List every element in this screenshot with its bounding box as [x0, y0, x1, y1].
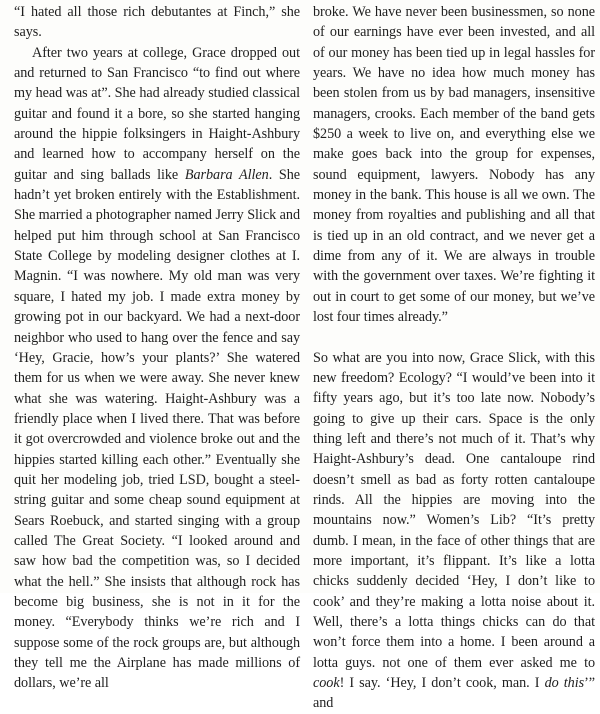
- italic-text: do this: [544, 675, 585, 691]
- paragraph-gap: [313, 328, 595, 348]
- italic-text: cook: [313, 675, 340, 691]
- paragraph: [313, 348, 595, 714]
- text-run: broke. We have never been businessmen, so none of our earnings have ever been invested, and all of our money has been tied up in legal hassles for years. We have no idea how much money has been stolen from us by bad managers, insensitive managers, crooks. Each member of the band gets $250 a week to live on, and everything else we make goes back into the group for expenses, sound equipment, lawyers. Nobody has any money in the bank. This house is all we own. The money from royalties and publishing and all that is tied up in an old contract, and we never get a dime from any of it. We are always in trouble with the government over taxes. We’re fighting it out in court to get some of our money, but we’ve lost four times already.”: [313, 4, 595, 326]
- text-run: After two years at college, Grace dropped out and returned to San Francisco “to find out where my head was at”. She had already studied classical guitar and found it a bore, so she started hanging around the hippie folksingers in Haight-Ashbury and learned how to accompany herself on the guitar and sing ballads like: [14, 44, 300, 183]
- text-run: ’” and: [313, 675, 595, 712]
- text-run: So what are you into now, Grace Slick, with this new freedom? Ecology? “I would’ve been into it fifty years ago, but it’s too late now. Nobody’s going to give up their cars. Space is the only thing left and there’s not much of it. That’s why Haight-Ashbury’s dead. One cantaloupe rind doesn’t smell as bad as forty rotten cantaloupe rinds. All the hippies are moving into the mountains now.” Women’s Lib? “It’s pretty dumb. I mean, in the face of other things that are more important, it’s flippant. It’s like a lotta chicks suddenly decided ‘Hey, I don’t like to cook’ and they’re making a lotta noise about it. Well, there’s a lotta things chicks can do that won’t force them into a home. I been around a lotta guys. not one of them ever asked me to: [313, 349, 595, 671]
- text-run: . She hadn’t yet broken entirely with the Establishment. She married a photographer named Jerry Slick and helped put him through school at San Francisco State College by modeling designer clothes at I. Magnin. “I was nowhere. My old man was very square, I hated my job. I made extra money by growing pot in our backyard. We had a next-door neighbor who used to hang over the fence and say ‘Hey, Gracie, how’s your plants?’ She watered them for us when we were away. She never knew what she was watering. Haight-Ashbury was a friendly place when I lived there. That was before it got overcrowded and violence broke out and the hippies started killing each other.” Eventually she quit her modeling job, tried LSD, bought a steel-string guitar and some cheap sound equipment at Sears Roebuck, and started singing with a group called The Great Society. “I looked around and saw how bad the competition was, so I decided what the hell.” She insists that although rock has become big business, she is not in it for the money. “Everybody thinks we’re rich and I suppose some of the rock groups are, but although they tell me the Airplane has made millions of dollars, we’re all: [14, 166, 300, 692]
- right-column: [313, 2, 595, 714]
- text-run: ! I say. ‘Hey, I don’t cook, man. I: [339, 675, 545, 691]
- paragraph: [14, 43, 300, 694]
- italic-text: Barbara Allen: [184, 166, 269, 183]
- text-run: “I hated all those rich debutantes at Finch,” she says.: [14, 4, 300, 41]
- paragraph: [14, 2, 300, 43]
- paragraph: [313, 2, 595, 328]
- left-column: [14, 2, 300, 694]
